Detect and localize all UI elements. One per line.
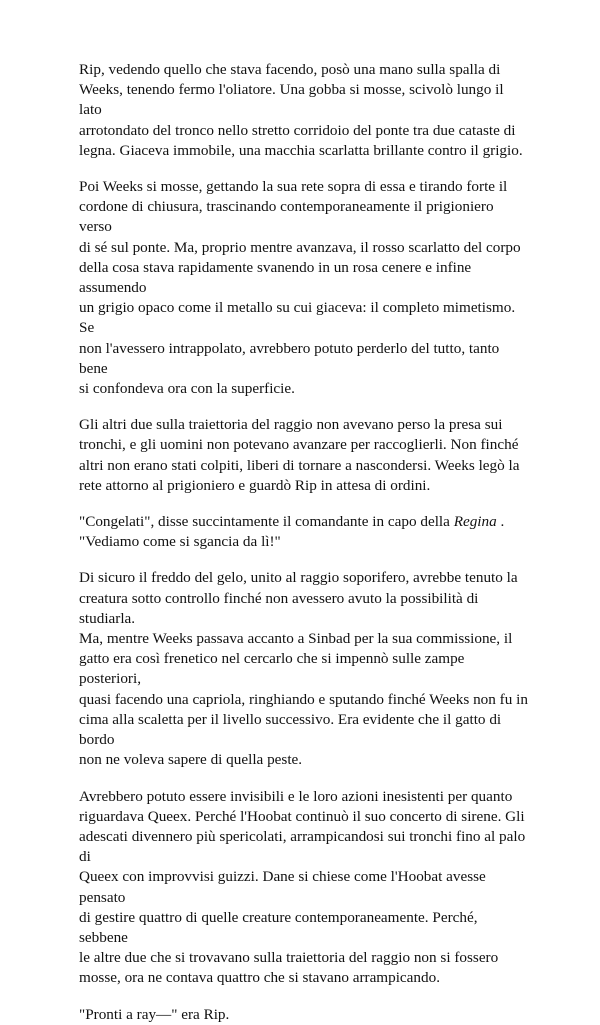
paragraph-4-dialogue bbox=[79, 512, 529, 552]
paragraph-7: "Pronti a ray—" era Rip. bbox=[79, 1005, 230, 1023]
paragraph-5: Di sicuro il freddo del gelo, unito al raggio soporifero, avrebbe tenuto la creatura sotto controllo finché non avessero avuto la possibilità di studiarla. Ma, mentre Weeks passava accanto a Sinbad per la sua commissione, il gatto era così frenetico nel cercarlo che si impennò sulle zampe posteriori, quasi facendo una capriola, ringhiando e sputando finché Weeks non fu in cima alla scaletta per il livello successivo. Era evidente che il gatto di bordo non ne voleva sapere di quella peste. bbox=[79, 569, 528, 769]
dialogue-text-before: "Congelati", disse succintamente il comandante in capo della bbox=[79, 513, 454, 531]
paragraph-3: Gli altri due sulla traiettoria del raggio non avevano perso la presa sui tronchi, e gli uomini non potevano avanzare per raccoglierli. Non finché altri non erano stati colpiti, liberi di tornare a nascondersi. Weeks legò la rete attorno al prigioniero e guardò Rip in attesa di ordini. bbox=[79, 416, 520, 494]
ship-name-italic: Regina bbox=[453, 513, 497, 531]
paragraph-2: Poi Weeks si mosse, gettando la sua rete sopra di essa e tirando forte il cordone di chiusura, trascinando contemporaneamente il prigioniero verso di sé sul ponte. Ma, proprio mentre avanzava, il rosso scarlatto del corpo della cosa stava rapidamente svanendo in un rosa cenere e infine assumendo un grigio opaco come il metallo su cui giaceva: il completo mimetismo. Se non l'avessero intrappolato, avrebbero potuto perderlo del tutto, tanto bene si confondeva ora con la superficie. bbox=[79, 178, 521, 398]
dialogue-text-after: . "Vediamo come si sgancia da lì!" bbox=[79, 513, 505, 551]
paragraph-1: Rip, vedendo quello che stava facendo, posò una mano sulla spalla di Weeks, tenendo fermo l'oliatore. Una gobba si mosse, scivolò lungo il lato arrotondato del tronco nello stretto corridoio del ponte tra due cataste di legna. Giaceva immobile, una macchia scarlatta brillante contro il grigio. bbox=[79, 61, 523, 159]
paragraph-6: Avrebbero potuto essere invisibili e le loro azioni inesistenti per quanto riguardava Queex. Perché l'Hoobat continuò il suo concerto di sirene. Gli adescati divennero più spericolati, arrampicandosi sui tronchi fino al palo di Queex con improvvisi guizzi. Dane si chiese come l'Hoobat avesse pensato di gestire quattro di quelle creature contemporaneamente. Perché, sebbene le altre due che si trovavano sulla traiettoria del raggio non si fossero mosse, ora ne contava quattro che si stavano arrampicando. bbox=[79, 787, 526, 987]
document-page bbox=[79, 60, 529, 1025]
